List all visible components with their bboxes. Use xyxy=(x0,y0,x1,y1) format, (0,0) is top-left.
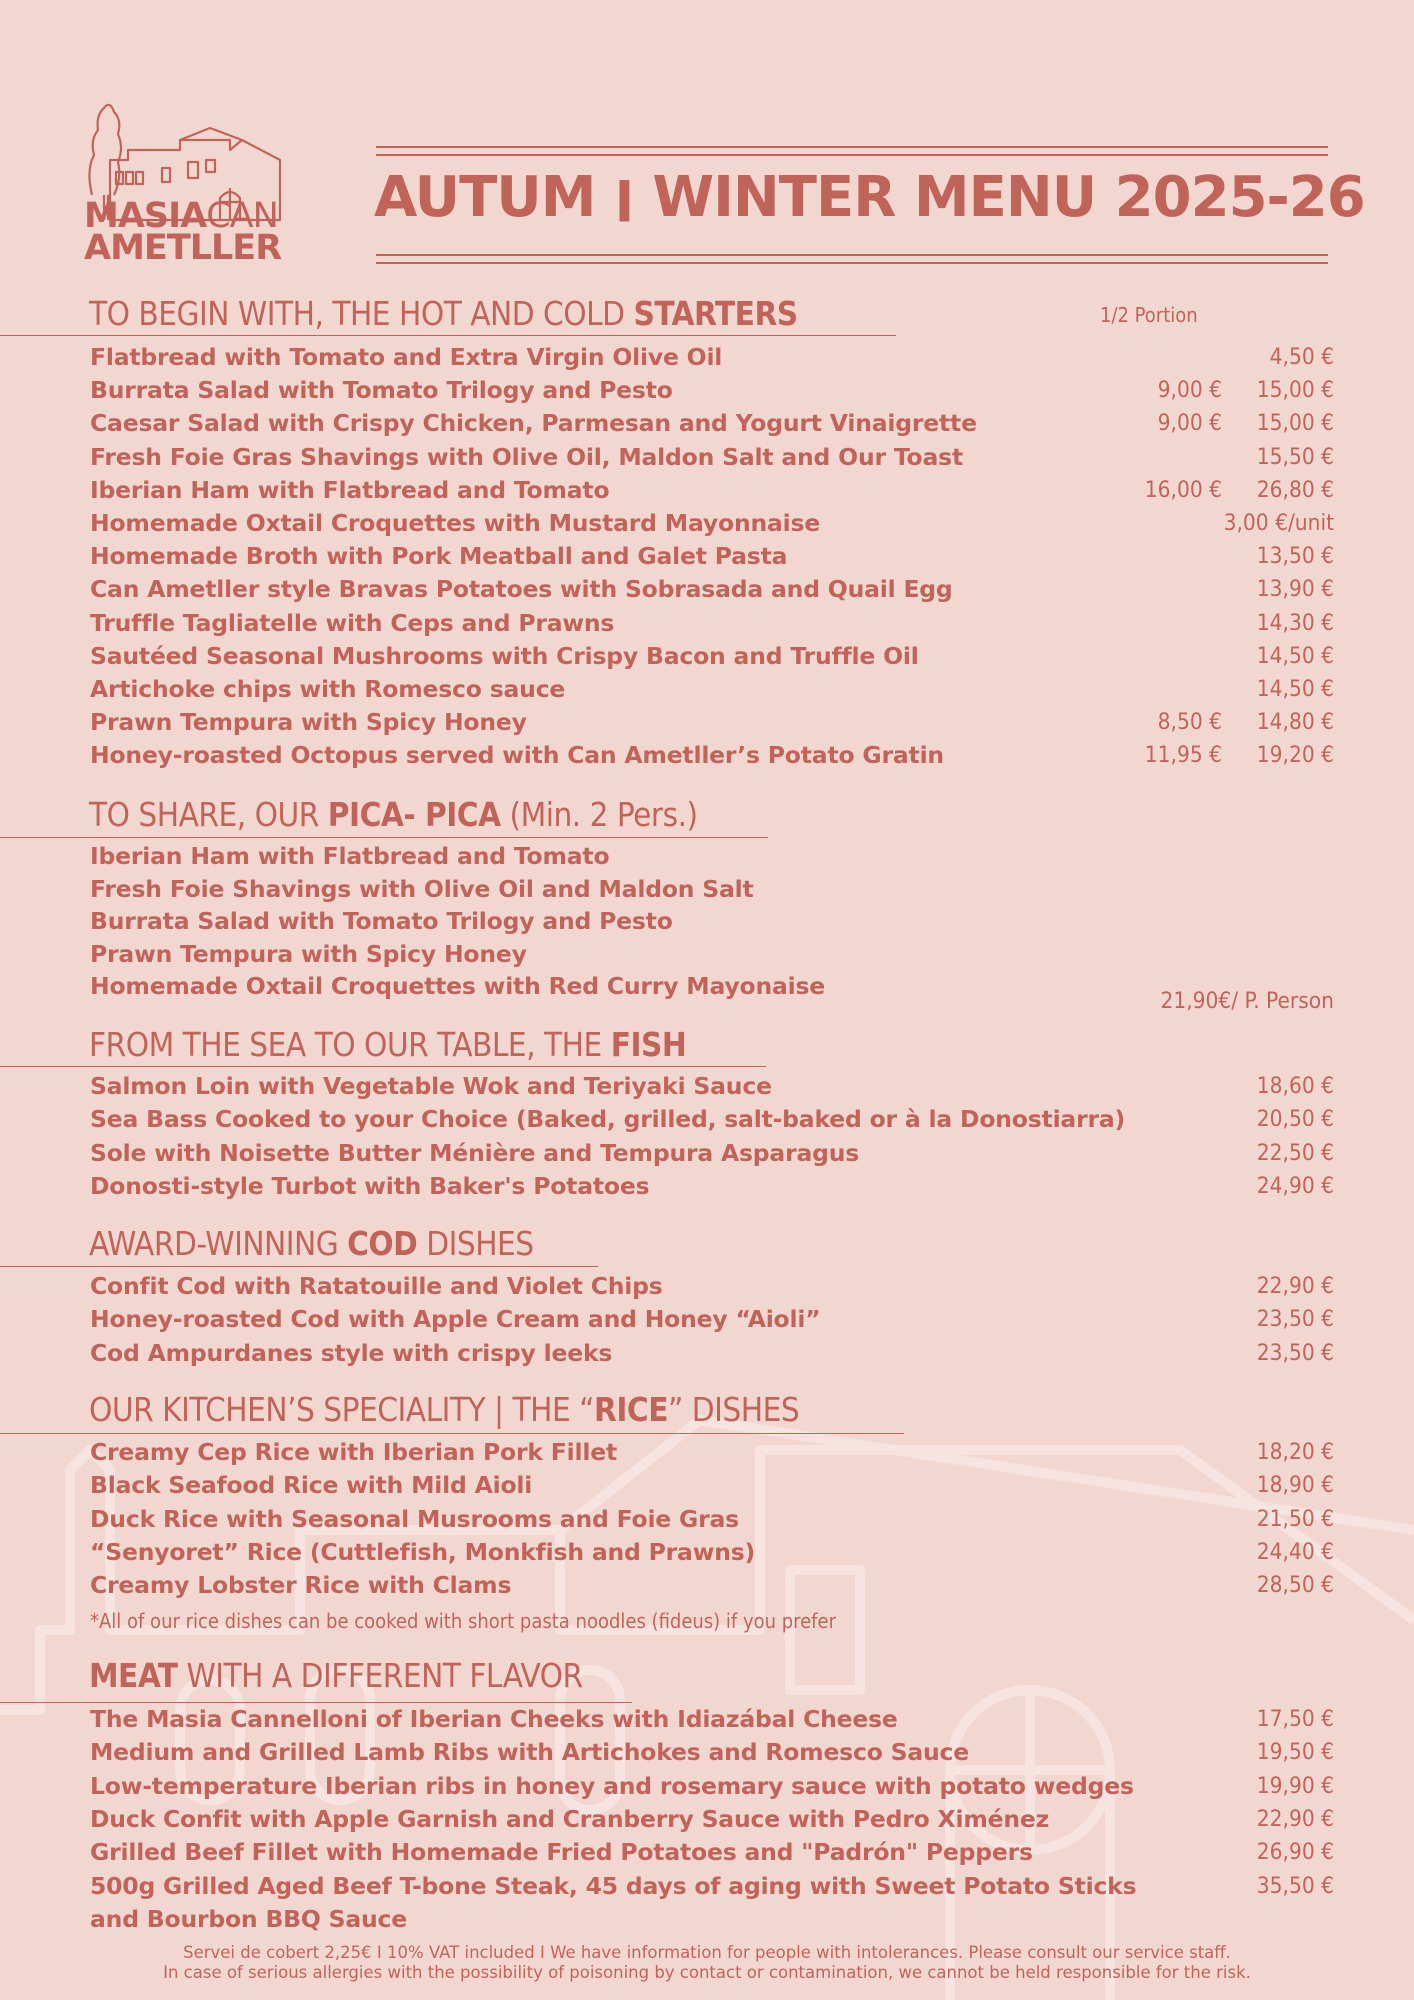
section-underline-cod xyxy=(0,1266,598,1267)
menu-item-price: 14,80 € xyxy=(1256,709,1334,736)
menu-item-name: Prawn Tempura with Spicy Honey xyxy=(90,939,527,968)
menu-item-name: Creamy Lobster Rice with Clams xyxy=(90,1571,512,1600)
section-underline-starters xyxy=(0,335,896,336)
menu-item-name: 500g Grilled Aged Beef T-bone Steak, 45 days of aging with Sweet Potato Sticks xyxy=(90,1871,1137,1900)
menu-item-price: 20,50 € xyxy=(1256,1106,1334,1133)
menu-item-name: Duck Confit with Apple Garnish and Cranberry Sauce with Pedro Ximénez xyxy=(90,1804,1050,1833)
menu-item-name: Can Ametller style Bravas Potatoes with Sobrasada and Quail Egg xyxy=(90,575,953,604)
menu-item-name: Medium and Grilled Lamb Ribs with Artichokes and Romesco Sauce xyxy=(90,1738,970,1767)
menu-item-price: 18,90 € xyxy=(1256,1472,1334,1499)
section-heading-starters: TO BEGIN WITH, THE HOT AND COLD STARTERS xyxy=(89,294,798,333)
section-underline-rice xyxy=(0,1433,904,1434)
section-underline-meat xyxy=(0,1702,632,1703)
menu-item-name: Prawn Tempura with Spicy Honey xyxy=(90,708,527,737)
menu-item-half-price: 9,00 € xyxy=(1157,410,1222,437)
logo-word-masia: MASIA xyxy=(84,196,207,236)
menu-item-name-continued: and Bourbon BBQ Sauce xyxy=(90,1904,408,1933)
menu-item-price: 15,00 € xyxy=(1256,377,1334,404)
menu-item-price: 19,90 € xyxy=(1256,1772,1334,1799)
menu-item-price: 24,90 € xyxy=(1256,1172,1334,1199)
menu-item-name: Sea Bass Cooked to your Choice (Baked, grilled, salt-baked or à la Donostiarra) xyxy=(90,1105,1126,1134)
menu-item-name: Artichoke chips with Romesco sauce xyxy=(90,675,566,703)
menu-item-price: 35,50 € xyxy=(1256,1872,1334,1899)
logo-word-ametller: AMETLLER xyxy=(84,228,282,268)
menu-item-name: Honey-roasted Octopus served with Can Ametller’s Potato Gratin xyxy=(90,741,944,770)
menu-item-price: 13,50 € xyxy=(1256,543,1334,570)
menu-item-price: 24,40 € xyxy=(1256,1538,1334,1565)
menu-item-name: Iberian Ham with Flatbread and Tomato xyxy=(90,475,610,504)
menu-item-half-price: 9,00 € xyxy=(1157,377,1222,404)
menu-item-name: Homemade Oxtail Croquettes with Mustard Mayonnaise xyxy=(90,509,821,537)
menu-item-name: Sole with Noisette Butter Ménière and Tempura Asparagus xyxy=(90,1138,860,1167)
menu-item-price: 4,50 € xyxy=(1269,344,1334,370)
section-heading-fish: FROM THE SEA TO OUR TABLE, THE FISH xyxy=(89,1025,687,1064)
menu-item-price: 28,50 € xyxy=(1256,1572,1334,1599)
menu-item-name: Homemade Broth with Pork Meatball and Galet Pasta xyxy=(90,542,788,571)
menu-item-name: Duck Rice with Seasonal Musrooms and Foie Gras xyxy=(90,1504,739,1533)
menu-item-price: 23,50 € xyxy=(1256,1306,1334,1333)
menu-item-price: 3,00 €/unit xyxy=(1223,510,1334,536)
menu-item-price: 15,00 € xyxy=(1256,410,1334,437)
menu-item-price: 22,90 € xyxy=(1256,1273,1334,1299)
menu-item-name: Homemade Oxtail Croquettes with Red Curry Mayonaise xyxy=(90,972,826,1000)
menu-item-name: Low-temperature Iberian ribs in honey and rosemary sauce with potato wedges xyxy=(90,1771,1134,1800)
menu-item-price: 26,80 € xyxy=(1256,476,1334,503)
menu-item-price: 22,50 € xyxy=(1256,1139,1334,1166)
rice-note: *All of our rice dishes can be cooked with short pasta noodles (fideus) if you prefer xyxy=(90,1609,836,1633)
menu-item-price: 13,90 € xyxy=(1256,576,1334,603)
footer-line-2: In case of serious allergies with the possibility of poisoning by contact or contamination, we cannot be held responsible for the risk. xyxy=(163,1963,1251,1982)
menu-item-name: Fresh Foie Shavings with Olive Oil and Maldon Salt xyxy=(90,874,754,903)
menu-item-name: “Senyoret” Rice (Cuttlefish, Monkfish and Prawns) xyxy=(90,1537,756,1566)
menu-item-name: Cod Ampurdanes style with crispy leeks xyxy=(90,1338,613,1367)
title-rule-bottom-2 xyxy=(376,262,1328,264)
section-heading-rice: OUR KITCHEN’S SPECIALITY | THE “RICE” DISHES xyxy=(89,1390,800,1429)
menu-item-price: 15,50 € xyxy=(1256,443,1334,470)
menu-item-price: 17,50 € xyxy=(1256,1706,1334,1732)
menu-item-price: 26,90 € xyxy=(1256,1839,1334,1866)
menu-item-name: Fresh Foie Gras Shavings with Olive Oil, Maldon Salt and Our Toast xyxy=(90,442,963,471)
menu-item-price: 14,30 € xyxy=(1256,609,1334,636)
menu-item-name: Confit Cod with Ratatouille and Violet Chips xyxy=(90,1272,663,1300)
menu-item-name: Iberian Ham with Flatbread and Tomato xyxy=(90,842,610,870)
menu-item-half-price: 16,00 € xyxy=(1144,476,1222,503)
menu-item-half-price: 11,95 € xyxy=(1144,742,1222,769)
menu-item-name: Sautéed Seasonal Mushrooms with Crispy Bacon and Truffle Oil xyxy=(90,641,919,670)
menu-item-name: Salmon Loin with Vegetable Wok and Teriyaki Sauce xyxy=(90,1072,772,1100)
menu-item-price: 23,50 € xyxy=(1256,1339,1334,1366)
logo-word-can: CAN xyxy=(206,196,278,236)
section-underline-share xyxy=(0,837,768,838)
menu-item-name: Burrata Salad with Tomato Trilogy and Pesto xyxy=(90,907,673,935)
menu-item-name: Burrata Salad with Tomato Trilogy and Pesto xyxy=(90,376,673,405)
menu-item-price: 19,50 € xyxy=(1256,1739,1334,1766)
menu-item-price: 22,90 € xyxy=(1256,1805,1334,1832)
half-portion-label: 1/2 Portion xyxy=(1100,303,1198,327)
title-rule-bottom-1 xyxy=(376,254,1328,256)
section-heading-meat: MEAT WITH A DIFFERENT FLAVOR xyxy=(89,1656,583,1695)
share-price: 21,90€/ P. Person xyxy=(1160,988,1334,1014)
footer-line-1: Servei de cobert 2,25€ I 10% VAT included I We have information for people with intolerances. Please consult our service staff. xyxy=(183,1943,1231,1962)
menu-item-name: Flatbread with Tomato and Extra Virgin Olive Oil xyxy=(90,343,723,371)
menu-item-price: 14,50 € xyxy=(1256,676,1334,702)
menu-item-price: 21,50 € xyxy=(1256,1505,1334,1532)
menu-item-price: 14,50 € xyxy=(1256,642,1334,669)
menu-item-name: Creamy Cep Rice with Iberian Pork Fillet xyxy=(90,1438,617,1466)
section-heading-share: TO SHARE, OUR PICA- PICA (Min. 2 Pers.) xyxy=(89,795,698,834)
menu-item-name: Caesar Salad with Crispy Chicken, Parmesan and Yogurt Vinaigrette xyxy=(90,409,977,438)
menu-item-name: Honey-roasted Cod with Apple Cream and Honey “Aioli” xyxy=(90,1305,821,1334)
menu-item-name: Donosti-style Turbot with Baker's Potatoes xyxy=(90,1171,650,1200)
menu-item-name: Black Seafood Rice with Mild Aioli xyxy=(90,1471,533,1500)
menu-item-half-price: 8,50 € xyxy=(1157,709,1222,736)
section-heading-cod: AWARD-WINNING COD DISHES xyxy=(89,1224,534,1263)
title-rule-top-1 xyxy=(376,146,1328,148)
menu-item-name: Grilled Beef Fillet with Homemade Fried Potatoes and "Padrón" Peppers xyxy=(90,1838,1033,1867)
menu-item-name: The Masia Cannelloni of Iberian Cheeks with Idiazábal Cheese xyxy=(90,1705,898,1733)
section-underline-fish xyxy=(0,1066,766,1067)
title-rule-top-2 xyxy=(376,154,1328,156)
page-title: AUTUM ׀ WINTER MENU 2025-26 xyxy=(374,165,1365,230)
menu-item-price: 18,60 € xyxy=(1256,1073,1334,1099)
menu-item-price: 19,20 € xyxy=(1256,742,1334,769)
menu-item-name: Truffle Tagliatelle with Ceps and Prawns xyxy=(90,608,615,637)
brand-logo xyxy=(84,196,304,268)
menu-item-price: 18,20 € xyxy=(1256,1439,1334,1465)
